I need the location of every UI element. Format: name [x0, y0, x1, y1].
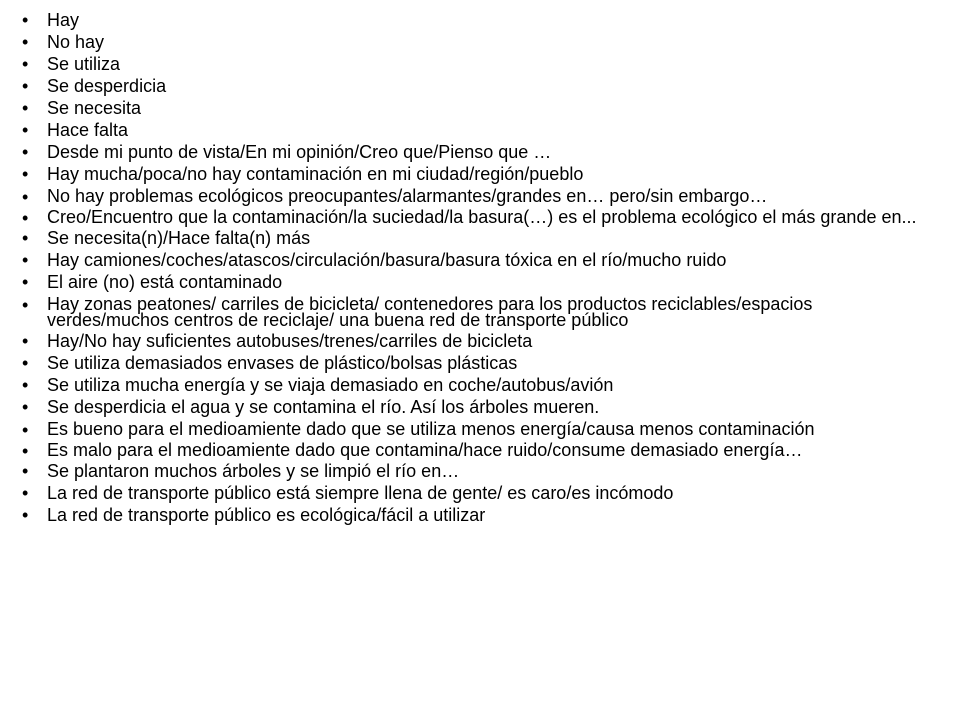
bullet-item: • Se utiliza demasiados envases de plástico/bolsas plásticas — [22, 354, 922, 373]
bullet-item: • El aire (no) está contaminado — [22, 273, 922, 292]
bullet-item: • Hay/No hay suficientes autobuses/trenes/carriles de bicicleta — [22, 332, 922, 351]
bullet-item: • Hay zonas peatones/ carriles de bicicleta/ contenedores para los productos reciclables/espacios verdes/muchos centros de reciclaje/ una buena red de transporte público — [22, 295, 922, 329]
bullet-item: • Hay — [22, 11, 922, 30]
bullet-item: • Creo/Encuentro que la contaminación/la suciedad/la basura(…) es el problema ecológico el más grande en... — [22, 208, 922, 226]
bullet-item: • Se plantaron muchos árboles y se limpió el río en… — [22, 462, 922, 481]
bullet-item: • Se desperdicia — [22, 77, 922, 96]
bullet-item: • Hace falta — [22, 121, 922, 140]
bullet-item: • No hay — [22, 33, 922, 52]
bullet-list — [22, 11, 922, 528]
bullet-item: • Se utiliza mucha energía y se viaja demasiado en coche/autobus/avión — [22, 376, 922, 395]
bullet-item: • No hay problemas ecológicos preocupantes/alarmantes/grandes en… pero/sin embargo… — [22, 187, 922, 205]
bullet-item: • Es malo para el medioamiente dado que contamina/hace ruido/consume demasiado energía… — [22, 441, 922, 459]
bullet-item: • Desde mi punto de vista/En mi opinión/Creo que/Pienso que … — [22, 143, 922, 162]
bullet-item: • Hay mucha/poca/no hay contaminación en mi ciudad/región/pueblo — [22, 165, 922, 184]
bullet-item: • Se desperdicia el agua y se contamina el río. Así los árboles mueren. — [22, 398, 922, 417]
bullet-item: • La red de transporte público es ecológica/fácil a utilizar — [22, 506, 922, 525]
bullet-item: • Se necesita — [22, 99, 922, 118]
bullet-item: • Se utiliza — [22, 55, 922, 74]
bullet-item: • Es bueno para el medioamiente dado que se utiliza menos energía/causa menos contaminación — [22, 420, 922, 438]
bullet-item: • Hay camiones/coches/atascos/circulación/basura/basura tóxica en el río/mucho ruido — [22, 251, 922, 270]
bullet-item: • Se necesita(n)/Hace falta(n) más — [22, 229, 922, 248]
bullet-item: • La red de transporte público está siempre llena de gente/ es caro/es incómodo — [22, 484, 922, 503]
